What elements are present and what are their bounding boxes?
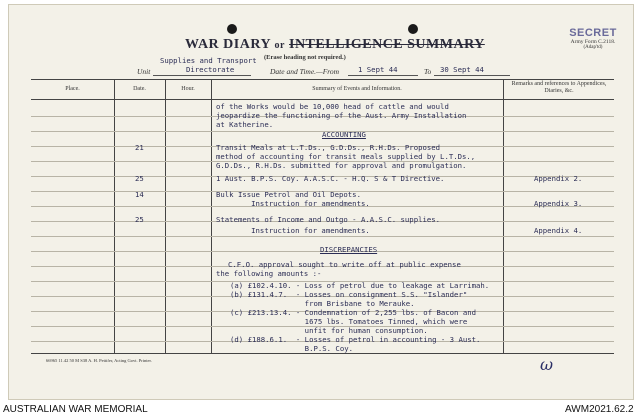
entry-line: (d) £188.6.1. - Losses of petrol in accounting - 3 Aust. (230, 335, 481, 344)
entry-line: (b) £131.4.7. - Losses on consignment S.S. "Islander" (230, 290, 468, 299)
col-header-hour: Hour. (181, 86, 195, 92)
date-from-underline (348, 75, 418, 76)
col-header-date: Date. (133, 86, 146, 92)
unit-underline (153, 75, 251, 76)
entry-line: 1675 lbs. Tomatoes Tinned, which were (230, 317, 468, 326)
section-heading-accounting: ACCOUNTING (322, 130, 366, 139)
form-title (185, 37, 485, 53)
entry-line: B.P.S. Coy. (230, 344, 354, 353)
punch-hole-right (408, 24, 418, 34)
entry-line: (c) £213.13.4. - Condemnation of 2,255 lbs. of Bacon and (230, 308, 477, 317)
ruled-line (31, 236, 614, 237)
entry-line: Instruction for amendments. (216, 226, 370, 235)
title-or: or (274, 40, 285, 51)
form-subtitle: (Erase heading not required.) (264, 54, 346, 61)
army-form-sub: (Adap'td) (583, 45, 603, 50)
entry-line: G.D.Ds., R.H.Ds. submitted for approval and promulgation. (216, 161, 467, 170)
date-from-value: 1 Sept 44 (358, 65, 398, 74)
table-bottom-rule (31, 353, 614, 354)
entry-line: Instruction for amendments. (216, 199, 370, 208)
entry-line: Transit Meals at L.T.Ds., G.D.Ds., R.H.Ds. Proposed (216, 143, 441, 152)
secret-stamp: SECRET (569, 27, 617, 39)
date-to-underline (434, 75, 510, 76)
entry-line: 1 Aust. B.P.S. Coy. A.A.S.C. - H.Q. S & T Directive. (216, 174, 445, 183)
entry-date: 14 (135, 190, 144, 199)
entry-line: of the Works would be 10,000 head of cattle and would (216, 102, 449, 111)
punch-hole-left (227, 24, 237, 34)
entry-line: the following amounts :- (216, 269, 322, 278)
army-form-number: Army Form C.2118. (570, 39, 616, 45)
date-to-value: 30 Sept 44 (440, 65, 484, 74)
handwritten-initials: ω (540, 355, 554, 374)
entry-line: C.F.O. approval sought to write off at public expense (228, 260, 461, 269)
table-top-rule (31, 79, 614, 80)
unit-value-line2: Directorate (186, 65, 235, 74)
entry-remark: Appendix 2. (534, 174, 583, 183)
date-to-label: To (424, 67, 432, 76)
entry-line: method of accounting for transit meals supplied by L.T.Ds., (216, 152, 476, 161)
archive-footer (0, 404, 640, 417)
section-heading-discrepancies: DISCREPANCIES (320, 245, 378, 254)
entry-line: at Katherine. (216, 120, 274, 129)
entry-date: 21 (135, 143, 144, 152)
footer-accession-number: AWM2021.62.2 (565, 404, 634, 415)
title-intelligence-summary: INTELLIGENCE SUMMARY (289, 37, 485, 52)
entry-line: Statements of Income and Outgo - A.A.S.C. supplies. (216, 215, 441, 224)
entry-line: (a) £102.4.10. - Loss of petrol due to leakage at Larrimah. (230, 281, 490, 290)
entry-line: unfit for human consumption. (230, 326, 428, 335)
entry-date: 25 (135, 215, 144, 224)
printer-imprint: 66965 11.42 50 M S38 A. H. Pettifer, Acting Govt. Printer. (46, 358, 152, 363)
unit-label: Unit (137, 67, 151, 76)
entry-remark: Appendix 4. (534, 226, 583, 235)
footer-institution: AUSTRALIAN WAR MEMORIAL (3, 404, 148, 415)
entry-date: 25 (135, 174, 144, 183)
entry-line: Bulk Issue Petrol and Oil Depots. (216, 190, 361, 199)
entry-line: jeopardize the functioning of the Aust. Army Installation (216, 111, 467, 120)
security-stamp (563, 27, 623, 50)
col-header-summary: Summary of Events and Information. (312, 86, 402, 92)
entry-line: from Brisbane to Merauke. (230, 299, 415, 308)
date-from-label: Date and Time.—From (270, 67, 340, 76)
col-header-remarks: Remarks and references to Appendices, Diaries, &c. (511, 81, 607, 94)
unit-value-line1: Supplies and Transport (160, 56, 257, 65)
entry-remark: Appendix 3. (534, 199, 583, 208)
table-header-rule (31, 99, 614, 100)
title-war-diary: WAR DIARY (185, 37, 271, 52)
col-header-place: Place. (65, 86, 80, 92)
